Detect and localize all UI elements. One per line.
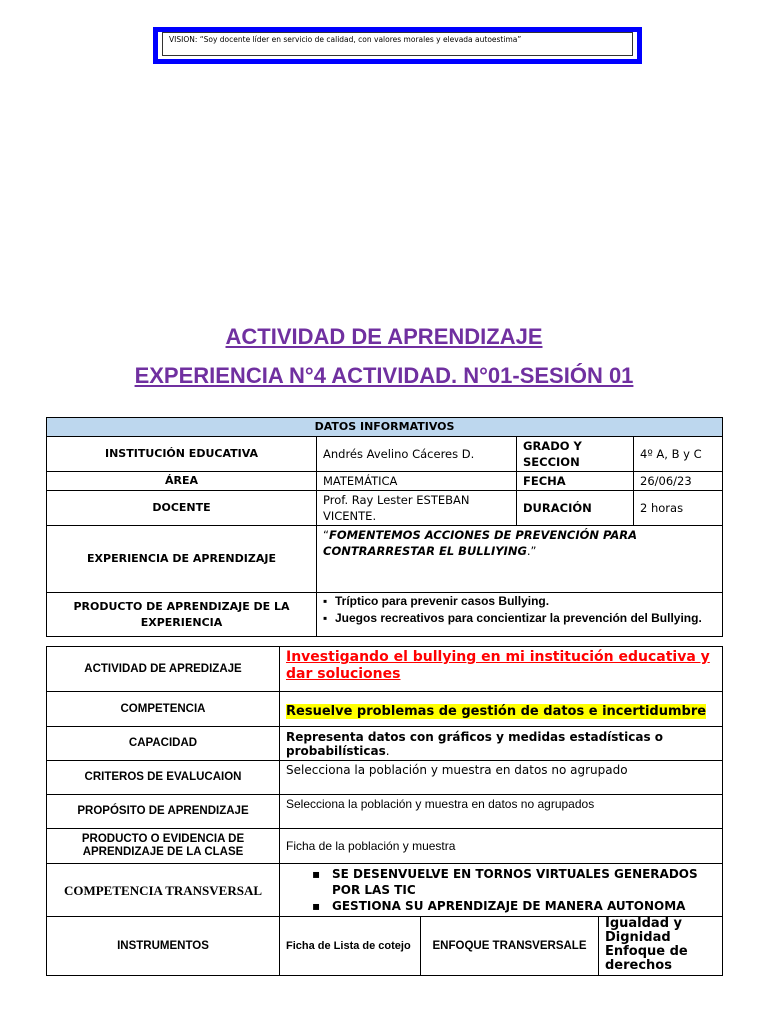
producto-clase-value: Ficha de la población y muestra [280,829,723,864]
instrumentos-value: Ficha de Lista de cotejo [280,917,421,976]
competencia-label: COMPETENCIA [47,692,280,727]
vision-box [153,27,642,64]
experiencia-value: “FOMENTEMOS ACCIONES DE PREVENCIÓN PARA CONTRARRESTAR EL BULLIYING.” [317,526,723,593]
datos-informativos-table [46,417,723,637]
docente-label: DOCENTE [47,491,317,526]
duracion-label: DURACIÓN [517,491,634,526]
actividad-table [46,646,723,976]
list-item: ▪ Tríptico para prevenir casos Bullying. [323,593,716,610]
transversal-list [280,864,723,917]
fecha-value: 26/06/23 [634,472,723,491]
capacidad-label: CAPACIDAD [47,727,280,761]
capacidad-value: Representa datos con gráficos y medidas estadísticas o probabilísticas. [280,727,723,761]
producto-clase-label: PRODUCTO O EVIDENCIA DE APRENDIZAJE DE LA CLASE [47,829,280,864]
list-item: ▪ GESTIONA SU APRENDIZAJE DE MANERA AUTONOMA [312,898,716,914]
list-item: ▪ SE DESENVUELVE EN TORNOS VIRTUALES GENERADOS POR LAS TIC [312,866,716,898]
criterios-label: CRITEROS DE EVALUCAION [47,761,280,795]
proposito-value: Selecciona la población y muestra en datos no agrupados [280,795,723,829]
actividad-value: Investigando el bullying en mi institución educativa y dar soluciones [280,647,723,692]
grado-label: GRADO Y SECCION [517,437,634,472]
proposito-label: PROPÓSITO DE APRENDIZAJE [47,795,280,829]
area-value: MATEMÁTICA [317,472,517,491]
experiencia-label: EXPERIENCIA DE APRENDIZAJE [47,526,317,593]
area-label: ÁREA [47,472,317,491]
producto-experiencia-label: PRODUCTO DE APRENDIZAJE DE LA EXPERIENCIA [47,593,317,637]
document-subtitle: EXPERIENCIA N°4 ACTIVIDAD. N°01-SESIÓN 01 [134,363,634,388]
institucion-value: Andrés Avelino Cáceres D. [317,437,517,472]
grado-value: 4º A, B y C [634,437,723,472]
actividad-label: ACTIVIDAD DE APREDIZAJE [47,647,280,692]
vision-text: VISION: “Soy docente líder en servicio de calidad, con valores morales y elevada autoestima” [162,32,633,56]
docente-value: Prof. Ray Lester ESTEBAN VICENTE. [317,491,517,526]
transversal-label: COMPETENCIA TRANSVERSAL [47,864,280,917]
duracion-value: 2 horas [634,491,723,526]
competencia-cell [280,692,723,727]
enfoque-label: ENFOQUE TRANSVERSALE [421,917,599,976]
competencia-value: Resuelve problemas de gestión de datos e incertidumbre [286,703,707,719]
list-item: ▪ Juegos recreativos para concientizar la prevención del Bullying. [323,610,716,627]
criterios-value: Selecciona la población y muestra en datos no agrupado [280,761,723,795]
institucion-label: INSTITUCIÓN EDUCATIVA [47,437,317,472]
enfoque-value: Igualdad y Dignidad Enfoque de derechos [599,917,723,976]
fecha-label: FECHA [517,472,634,491]
datos-header: DATOS INFORMATIVOS [47,418,723,437]
instrumentos-label: INSTRUMENTOS [47,917,280,976]
producto-experiencia-list [317,593,723,637]
document-title: ACTIVIDAD DE APRENDIZAJE [225,324,543,349]
